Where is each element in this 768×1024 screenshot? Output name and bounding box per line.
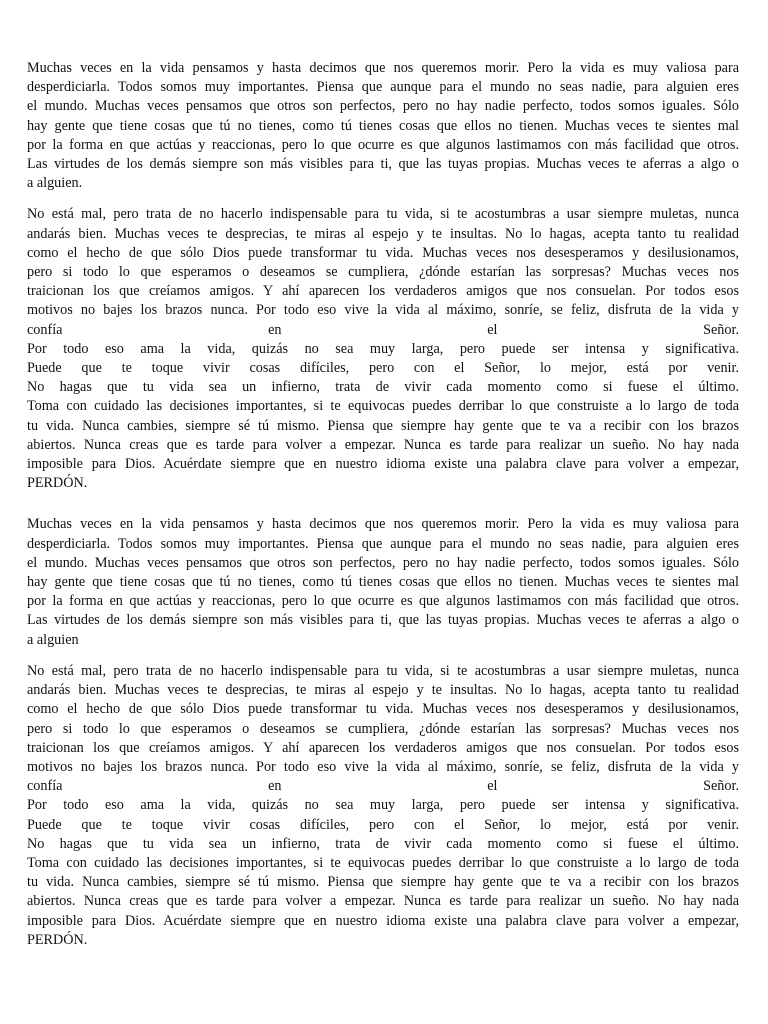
text-block-2: [27, 515, 739, 949]
text-line: por la forma en que actúas y reaccionas, pero lo que ocurre es que algunos lastimamos con más facilidad que otros.: [27, 593, 739, 610]
text-line: PERDÓN.: [27, 475, 88, 492]
text-line: tu vida. Nunca cambies, siempre sé tú mismo. Piensa que siempre hay gente que te va a recibir con los brazos: [27, 874, 739, 891]
text-line: PERDÓN.: [27, 931, 88, 948]
text-line: Por todo eso ama la vida, quizás no sea muy larga, pero puede ser intensa y significativa.: [27, 797, 739, 814]
text-line: No está mal, pero trata de no hacerlo indispensable para tu vida, si te acostumbras a usar siempre muletas, nunca: [27, 662, 739, 679]
document-page: [27, 59, 739, 950]
text-line: Puede que te toque vivir cosas difíciles, pero con el Señor, lo mejor, está por venir.: [27, 816, 739, 833]
paragraph-3: [27, 515, 739, 649]
text-line: como el hecho de que sólo Dios puede transformar tu vida. Muchas veces nos desesperamos y desilusionamos,: [27, 701, 739, 718]
text-line: confía en el Señor.: [27, 321, 739, 338]
text-line: pero si todo lo que esperamos o deseamos se cumpliera, ¿dónde estarían las sorpresas? Muchas veces nos: [27, 264, 739, 281]
text-line: No está mal, pero trata de no hacerlo indispensable para tu vida, si te acostumbras a usar siempre muletas, nunca: [27, 206, 739, 223]
text-line: No hagas que tu vida sea un infierno, trata de vivir cada momento como si fuese el último.: [27, 835, 739, 852]
text-line: pero si todo lo que esperamos o deseamos se cumpliera, ¿dónde estarían las sorpresas? Muchas veces nos: [27, 720, 739, 737]
text-line: hay gente que tiene cosas que tú no tienes, como tú tienes cosas que ellos no tienen. Muchas veces te sientes mal: [27, 117, 739, 134]
text-line: el mundo. Muchas veces pensamos que otros son perfectos, pero no hay nadie perfecto, todos somos iguales. Sólo: [27, 98, 739, 115]
text-line: Muchas veces en la vida pensamos y hasta decimos que nos queremos morir. Pero la vida es muy valiosa para: [27, 60, 739, 76]
text-line: No hagas que tu vida sea un infierno, trata de vivir cada momento como si fuese el último.: [27, 379, 739, 396]
text-line: andarás bien. Muchas veces te desprecias, te miras al espejo y te insultas. No lo hagas, acepta tanto tu realidad: [27, 225, 739, 242]
text-block-1: [27, 59, 739, 493]
text-line: desperdiciarla. Todos somos muy importantes. Piensa que aunque para el mundo no seas nadie, para alguien eres: [27, 535, 739, 552]
text-line: confía en el Señor.: [27, 778, 739, 795]
paragraph-2: [27, 205, 739, 493]
text-line: hay gente que tiene cosas que tú no tienes, como tú tienes cosas que ellos no tienen. Muchas veces te sientes mal: [27, 574, 739, 591]
text-line: Puede que te toque vivir cosas difíciles, pero con el Señor, lo mejor, está por venir.: [27, 360, 739, 377]
text-line: Las virtudes de los demás siempre son más visibles para ti, que las tuyas propias. Muchas veces te aferras a algo o: [27, 156, 739, 173]
text-line: desperdiciarla. Todos somos muy importantes. Piensa que aunque para el mundo no seas nadie, para alguien eres: [27, 79, 739, 96]
text-line: Las virtudes de los demás siempre son más visibles para ti, que las tuyas propias. Muchas veces te aferras a algo o: [27, 612, 739, 629]
text-line: Muchas veces en la vida pensamos y hasta decimos que nos queremos morir. Pero la vida es muy valiosa para: [27, 516, 739, 533]
text-line: motivos no bajes los brazos nunca. Por todo eso vive la vida al máximo, sonríe, se feliz, disfruta de la vida y: [27, 758, 739, 775]
text-line: Toma con cuidado las decisiones importantes, si te equivocas puedes derribar lo que construiste a lo largo de toda: [27, 854, 739, 871]
paragraph-4: [27, 662, 739, 950]
text-line: traicionan los que creíamos amigos. Y ahí aparecen los verdaderos amigos que nos consuelan. Por todos esos: [27, 283, 739, 300]
text-line: traicionan los que creíamos amigos. Y ahí aparecen los verdaderos amigos que nos consuelan. Por todos esos: [27, 739, 739, 756]
text-line: tu vida. Nunca cambies, siempre sé tú mismo. Piensa que siempre hay gente que te va a recibir con los brazos: [27, 417, 739, 434]
paragraph-1: [27, 59, 739, 193]
text-line: andarás bien. Muchas veces te desprecias, te miras al espejo y te insultas. No lo hagas, acepta tanto tu realidad: [27, 682, 739, 699]
text-line: abiertos. Nunca creas que es tarde para volver a empezar. Nunca es tarde para realizar un sueño. No hay nada: [27, 436, 739, 453]
text-line: el mundo. Muchas veces pensamos que otros son perfectos, pero no hay nadie perfecto, todos somos iguales. Sólo: [27, 554, 739, 571]
text-line: por la forma en que actúas y reaccionas, pero lo que ocurre es que algunos lastimamos con más facilidad que otros.: [27, 136, 739, 153]
text-line: imposible para Dios. Acuérdate siempre que en nuestro idioma existe una palabra clave para volver a empezar,: [27, 912, 739, 929]
text-line: abiertos. Nunca creas que es tarde para volver a empezar. Nunca es tarde para realizar un sueño. No hay nada: [27, 893, 739, 910]
text-line: a alguien.: [27, 175, 83, 192]
text-line: imposible para Dios. Acuérdate siempre que en nuestro idioma existe una palabra clave para volver a empezar,: [27, 456, 739, 473]
text-line: motivos no bajes los brazos nunca. Por todo eso vive la vida al máximo, sonríe, se feliz, disfruta de la vida y: [27, 302, 739, 319]
text-line: como el hecho de que sólo Dios puede transformar tu vida. Muchas veces nos desesperamos y desilusionamos,: [27, 244, 739, 261]
text-line: Toma con cuidado las decisiones importantes, si te equivocas puedes derribar lo que construiste a lo largo de toda: [27, 398, 739, 415]
text-line: a alguien: [27, 631, 79, 648]
text-line: Por todo eso ama la vida, quizás no sea muy larga, pero puede ser intensa y significativa.: [27, 340, 739, 357]
